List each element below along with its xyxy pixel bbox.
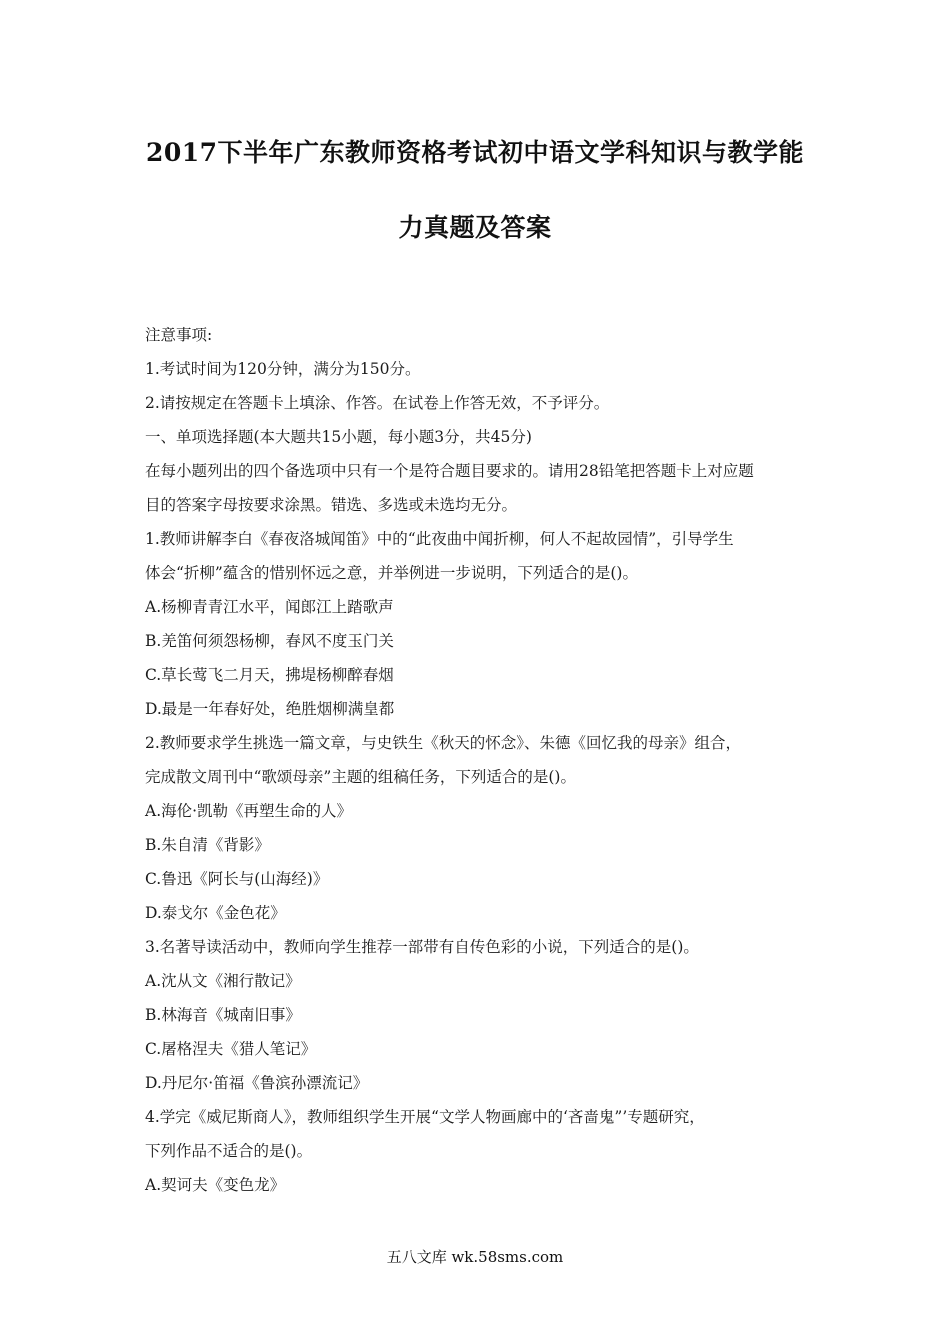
- answer-option: C.屠格涅夫《猎人笔记》: [145, 1040, 317, 1058]
- answer-option: C.鲁迅《阿长与(山海经)》: [145, 870, 329, 888]
- answer-option: A.沈从文《湘行散记》: [145, 972, 301, 990]
- question-text: 3.名著导读活动中，教师向学生推荐一部带有自传色彩的小说，下列适合的是()。: [145, 938, 699, 956]
- page-footer: 五八文库 wk.58sms.com: [386, 1248, 564, 1266]
- notice-item: 2.请按规定在答题卡上填涂、作答。在试卷上作答无效，不予评分。: [145, 394, 610, 412]
- answer-option: B.羌笛何须怨杨柳，春风不度玉门关: [145, 632, 394, 650]
- answer-option: D.丹尼尔·笛福《鲁滨孙漂流记》: [145, 1074, 369, 1092]
- question-text: 2.教师要求学生挑选一篇文章，与史铁生《秋天的怀念》、朱德《回忆我的母亲》组合，: [145, 734, 742, 752]
- answer-option: B.林海音《城南旧事》: [145, 1006, 301, 1024]
- question-text: 1.教师讲解李白《春夜洛城闻笛》中的“此夜曲中闻折柳，何人不起故园情”，引导学生: [145, 530, 734, 548]
- section-instruction: 在每小题列出的四个备选项中只有一个是符合题目要求的。请用28铅笔把答题卡上对应题: [145, 462, 754, 480]
- question-text: 体会“折柳”蕴含的惜别怀远之意，并举例进一步说明，下列适合的是()。: [145, 564, 638, 582]
- answer-option: A.契诃夫《变色龙》: [145, 1176, 286, 1194]
- answer-option: B.朱自清《背影》: [145, 836, 270, 854]
- answer-option: A.海伦·凯勒《再塑生命的人》: [145, 802, 353, 820]
- document-body: [145, 318, 810, 1202]
- answer-option: A.杨柳青青江水平，闻郎江上踏歌声: [145, 598, 394, 616]
- answer-option: D.最是一年春好处，绝胜烟柳满皇都: [145, 700, 395, 718]
- section-heading: 一、单项选择题(本大题共15小题，每小题3分，共45分): [145, 428, 532, 446]
- answer-option: C.草长莺飞二月天，拂堤杨柳醉春烟: [145, 666, 394, 684]
- question-text: 4.学完《威尼斯商人》，教师组织学生开展“文学人物画廊中的‘吝啬鬼”’专题研究，: [145, 1108, 705, 1126]
- document-title-line-2: 力真题及答案: [398, 213, 552, 242]
- document-title-line-1: 2017下半年广东教师资格考试初中语文学科知识与教学能: [145, 138, 805, 167]
- notice-item: 1.考试时间为120分钟，满分为150分。: [145, 360, 421, 378]
- question-text: 下列作品不适合的是()。: [145, 1142, 313, 1160]
- notice-heading: 注意事项:: [145, 326, 213, 344]
- answer-option: D.泰戈尔《金色花》: [145, 904, 286, 922]
- section-instruction: 目的答案字母按要求涂黑。错选、多选或未选均无分。: [145, 496, 518, 514]
- question-text: 完成散文周刊中“歌颂母亲”主题的组稿任务，下列适合的是()。: [145, 768, 576, 786]
